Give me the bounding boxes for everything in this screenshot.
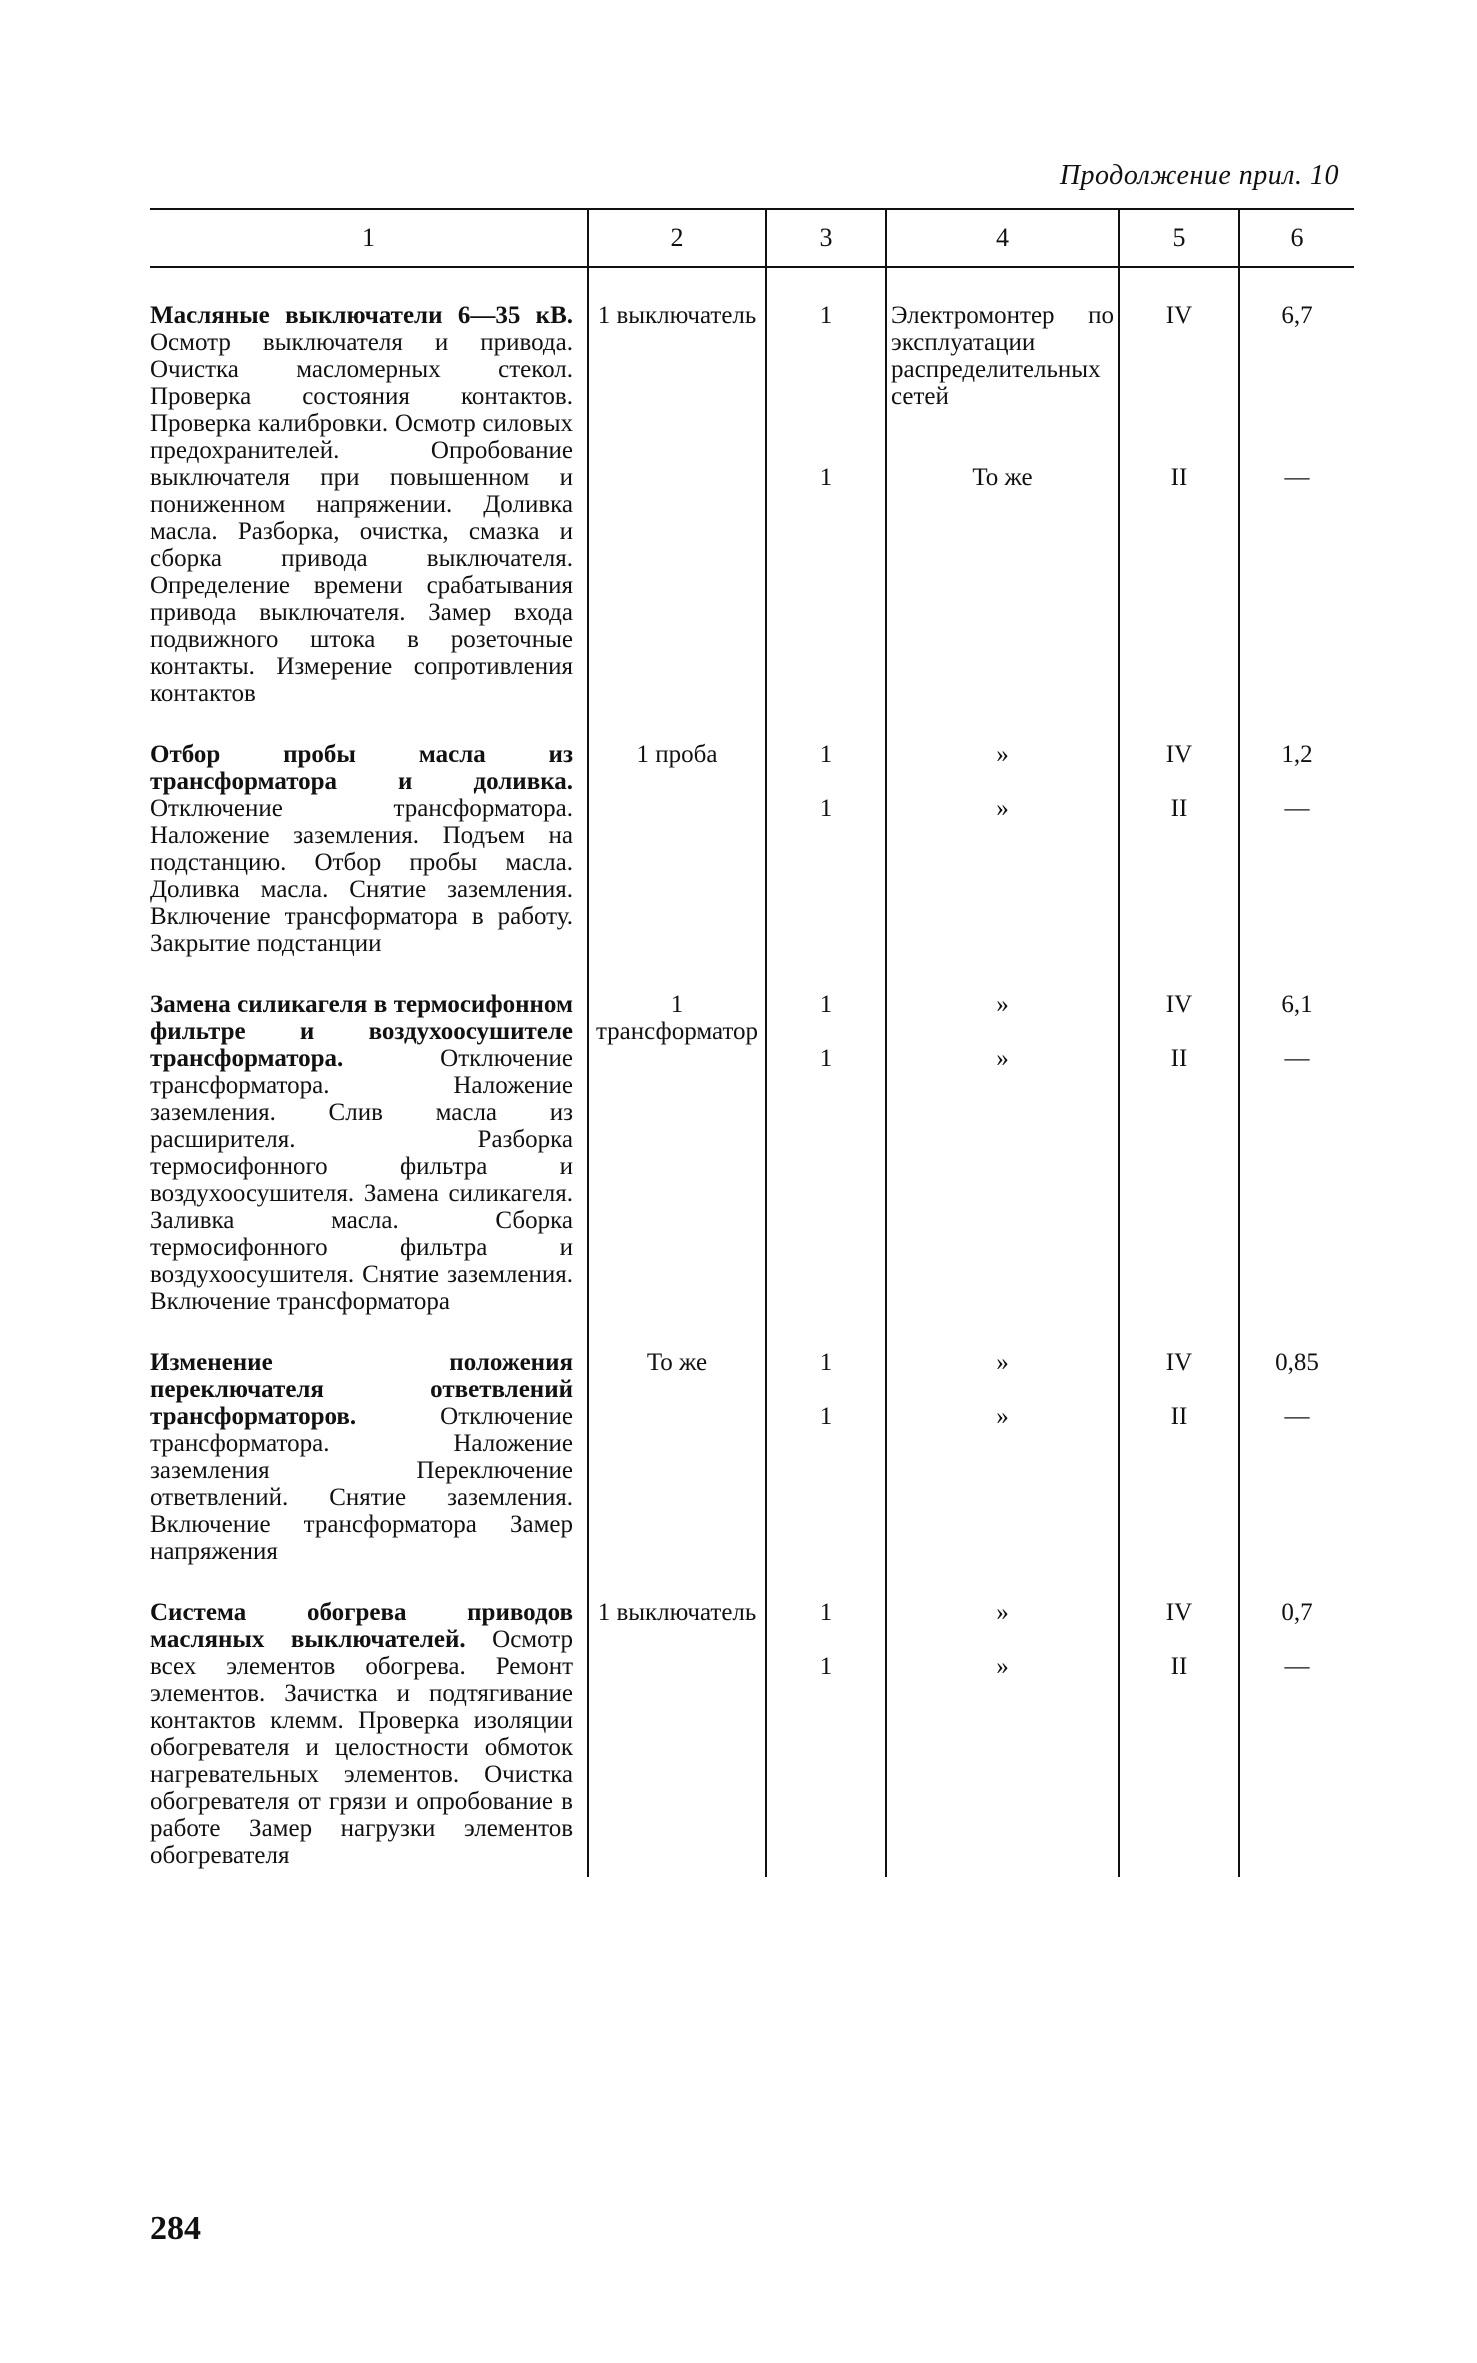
unit-cell <box>588 707 766 957</box>
count-value: 1 <box>819 302 833 329</box>
performer-value: Электромонтер по эксплуатации распределительных сетей <box>891 302 1114 410</box>
table-row <box>150 267 1354 707</box>
grade-cell <box>1119 267 1239 707</box>
norm-value: — <box>1284 1045 1310 1072</box>
work-description <box>150 1315 588 1565</box>
norm-value: 0,7 <box>1281 1599 1313 1626</box>
performer-cell <box>886 707 1119 957</box>
norm-cell <box>1239 707 1354 957</box>
work-description <box>150 1565 588 1877</box>
grade-value: II <box>1170 1045 1188 1072</box>
continuation-header: Продолжение прил. 10 <box>1059 160 1339 191</box>
unit-value: То же <box>646 1349 708 1376</box>
grade-value: IV <box>1165 741 1193 768</box>
work-description <box>150 707 588 957</box>
count-cell <box>766 957 886 1315</box>
work-title: Замена силикагеля в термосифонном фильтре и воздухоосушителе трансформатора. <box>150 991 573 1072</box>
unit-cell <box>588 1565 766 1877</box>
norm-value: — <box>1284 1653 1310 1680</box>
work-title: Масляные выключатели 6—35 кВ. <box>150 302 573 329</box>
table-row <box>150 707 1354 957</box>
norm-value: — <box>1284 795 1310 822</box>
count-cell <box>766 1315 886 1565</box>
count-value: 1 <box>819 795 833 822</box>
norm-value: — <box>1284 464 1310 491</box>
column-header-3: 3 <box>766 209 886 267</box>
norm-cell <box>1239 1565 1354 1877</box>
count-value: 1 <box>819 464 833 491</box>
column-number-row <box>150 209 1354 267</box>
work-text: Осмотр выключателя и привода. Очистка масломерных стекол. Проверка состояния контактов. Проверка калибровки. Осмотр силовых предохранителей. Опробование выключателя при повышенном и пониженном напряжении. Доливка масла. Разборка, очистка, смазка и сборка привода выключателя. Определение времени срабатывания привода выключателя. Замер входа подвижного штока в розеточные контакты. Измерение сопротивления контактов <box>150 329 573 707</box>
grade-value: IV <box>1165 1599 1193 1626</box>
grade-value: IV <box>1165 1349 1193 1376</box>
work-description <box>150 267 588 707</box>
performer-value: » <box>996 741 1009 768</box>
performer-value: » <box>996 795 1009 822</box>
count-cell <box>766 1565 886 1877</box>
grade-cell <box>1119 1565 1239 1877</box>
table-row <box>150 1565 1354 1877</box>
unit-value: 1 проба <box>636 741 718 768</box>
norm-cell <box>1239 957 1354 1315</box>
work-title: Система обогрева приводов масляных выключателей. <box>150 1599 573 1653</box>
work-title: Изменение положения переключателя ответвлений трансформаторов. <box>150 1349 573 1430</box>
performer-value: » <box>996 1599 1009 1626</box>
unit-value: 1 выключатель <box>597 302 757 329</box>
performer-cell <box>886 1315 1119 1565</box>
performer-value: То же <box>972 464 1033 491</box>
norm-value: 6,1 <box>1281 991 1313 1018</box>
grade-value: II <box>1170 464 1188 491</box>
count-value: 1 <box>819 991 833 1018</box>
grade-value: II <box>1170 1403 1188 1430</box>
work-title: Отбор пробы масла из трансформатора и доливка. <box>150 741 573 795</box>
column-header-1: 1 <box>150 209 588 267</box>
unit-value: 1 трансформатор <box>595 991 759 1045</box>
count-cell <box>766 267 886 707</box>
performer-value: » <box>996 1653 1009 1680</box>
norms-table <box>150 208 1354 1877</box>
performer-value: » <box>996 991 1009 1018</box>
count-value: 1 <box>819 741 833 768</box>
grade-cell <box>1119 1315 1239 1565</box>
performer-value: » <box>996 1403 1009 1430</box>
count-value: 1 <box>819 1599 833 1626</box>
grade-value: II <box>1170 795 1188 822</box>
performer-value: » <box>996 1349 1009 1376</box>
performer-value: » <box>996 1045 1009 1072</box>
grade-value: IV <box>1165 302 1193 329</box>
unit-value: 1 выключатель <box>597 1599 757 1626</box>
work-text: Осмотр всех элементов обогрева. Ремонт элементов. Зачистка и подтягивание контактов клемм. Проверка изоляции обогревателя и целостности обмоток нагревательных элементов. Очистка обогревателя от грязи и опробование в работе Замер нагрузки элементов обогревателя <box>150 1626 574 1869</box>
table-row <box>150 957 1354 1315</box>
grade-cell <box>1119 707 1239 957</box>
column-header-6: 6 <box>1239 209 1354 267</box>
norm-value: 0,85 <box>1275 1349 1319 1376</box>
unit-cell <box>588 267 766 707</box>
work-text: Отключение трансформатора. Наложение заземления Переключение ответвлений. Снятие заземления. Включение трансформатора Замер напряжения <box>150 1403 573 1565</box>
norm-cell <box>1239 1315 1354 1565</box>
unit-cell <box>588 957 766 1315</box>
work-text: Отключение трансформатора. Наложение заземления. Подъем на подстанцию. Отбор пробы масла. Доливка масла. Снятие заземления. Включение трансформатора в работу. Закрытие подстанции <box>150 795 573 957</box>
unit-cell <box>588 1315 766 1565</box>
norm-cell <box>1239 267 1354 707</box>
grade-value: II <box>1170 1653 1188 1680</box>
table-row <box>150 1315 1354 1565</box>
column-header-4: 4 <box>886 209 1119 267</box>
column-header-2: 2 <box>588 209 766 267</box>
norm-value: 6,7 <box>1281 302 1313 329</box>
performer-cell <box>886 267 1119 707</box>
count-cell <box>766 707 886 957</box>
count-value: 1 <box>819 1349 833 1376</box>
work-description <box>150 957 588 1315</box>
column-header-5: 5 <box>1119 209 1239 267</box>
count-value: 1 <box>819 1653 833 1680</box>
performer-cell <box>886 957 1119 1315</box>
work-text: Отключение трансформатора. Наложение заземления. Слив масла из расширителя. Разборка термосифонного фильтра и воздухоосушителя. Замена силикагеля. Заливка масла. Сборка термосифонного фильтра и воздухоосушителя. Снятие заземления. Включение трансформатора <box>150 1045 573 1315</box>
norm-value: 1,2 <box>1281 741 1313 768</box>
count-value: 1 <box>819 1403 833 1430</box>
grade-value: IV <box>1165 991 1193 1018</box>
page-number: 284 <box>150 2210 201 2247</box>
norm-value: — <box>1284 1403 1310 1430</box>
grade-cell <box>1119 957 1239 1315</box>
performer-cell <box>886 1565 1119 1877</box>
count-value: 1 <box>819 1045 833 1072</box>
